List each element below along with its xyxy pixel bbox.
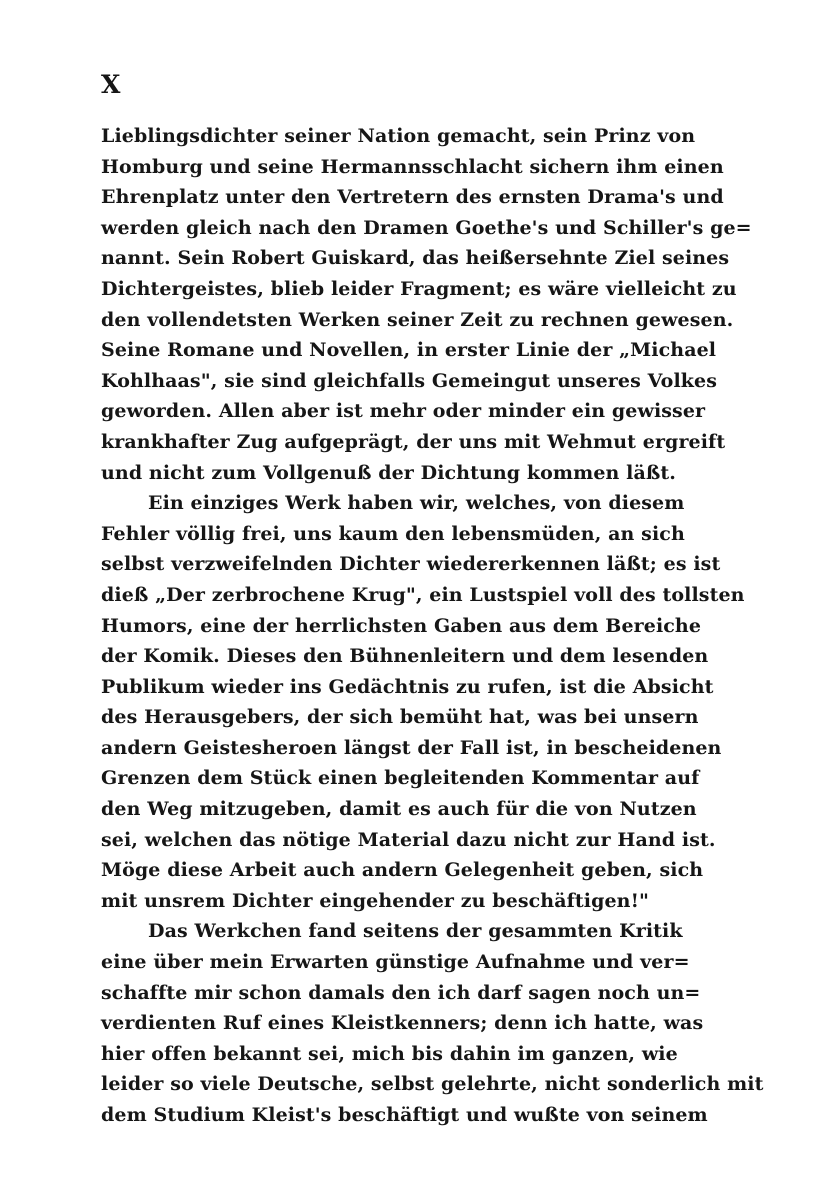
text-line: den vollendetsten Werken seiner Zeit zu rechnen gewesen. bbox=[101, 308, 734, 331]
text-line: mit unsrem Dichter eingehender zu beschäftigen!" bbox=[101, 889, 650, 912]
page-number: X bbox=[101, 70, 122, 99]
text-line: dieß „Der zerbrochene Krug", ein Lustspiel voll des tollsten bbox=[101, 583, 745, 606]
text-line: krankhafter Zug aufgeprägt, der uns mit Wehmut ergreift bbox=[101, 430, 726, 453]
text-line: des Herausgebers, der sich bemüht hat, was bei unsern bbox=[101, 706, 699, 729]
text-line: Lieblingsdichter seiner Nation gemacht, sein Prinz von bbox=[101, 125, 696, 147]
text-line: andern Geistesheroen längst der Fall ist, in bescheidenen bbox=[101, 736, 722, 759]
text-line: Kohlhaas", sie sind gleichfalls Gemeingut unseres Volkes bbox=[101, 369, 718, 392]
text-line: schaffte mir schon damals den ich darf sagen noch un= bbox=[101, 981, 701, 1004]
text-line: den Weg mitzugeben, damit es auch für die von Nutzen bbox=[101, 798, 697, 821]
text-line: Ehrenplatz unter den Vertretern des ernsten Drama's und bbox=[101, 186, 724, 209]
text-line: Ein einziges Werk haben wir, welches, von diesem bbox=[148, 492, 685, 515]
text-line: verdienten Ruf eines Kleistkenners; denn ich hatte, was bbox=[101, 1012, 704, 1035]
text-line: Publikum wieder ins Gedächtnis zu rufen, ist die Absicht bbox=[101, 675, 714, 698]
paragraph-3 bbox=[101, 916, 764, 1130]
text-line: sei, welchen das nötige Material dazu nicht zur Hand ist. bbox=[101, 828, 716, 851]
text-line: Seine Romane und Novellen, in erster Linie der „Michael bbox=[101, 339, 717, 362]
text-line: Dichtergeistes, blieb leider Fragment; es wäre vielleicht zu bbox=[101, 277, 737, 300]
text-line: eine über mein Erwarten günstige Aufnahme und ver= bbox=[101, 951, 690, 974]
text-line: selbst verzweifelnden Dichter wiedererkennen läßt; es ist bbox=[101, 553, 721, 576]
text-line: werden gleich nach den Dramen Goethe's und Schiller's ge= bbox=[101, 216, 752, 239]
paragraph-2 bbox=[101, 488, 745, 916]
paragraph-1 bbox=[101, 121, 752, 488]
text-line: dem Studium Kleist's beschäftigt und wußte von seinem bbox=[101, 1104, 708, 1126]
text-line: der Komik. Dieses den Bühnenleitern und dem lesenden bbox=[101, 645, 709, 668]
text-line: geworden. Allen aber ist mehr oder minder ein gewisser bbox=[101, 400, 706, 423]
text-line: Möge diese Arbeit auch andern Gelegenheit geben, sich bbox=[101, 859, 704, 882]
text-line: nannt. Sein Robert Guiskard, das heißersehnte Ziel seines bbox=[101, 247, 730, 270]
text-line: leider so viele Deutsche, selbst gelehrte, nicht sonderlich mit bbox=[101, 1073, 764, 1096]
text-line: Fehler völlig frei, uns kaum den lebensmüden, an sich bbox=[101, 522, 685, 545]
text-line: Homburg und seine Hermannsschlacht sichern ihm einen bbox=[101, 155, 724, 178]
body-text bbox=[101, 121, 764, 1131]
text-line: Humors, eine der herrlichsten Gaben aus dem Bereiche bbox=[101, 614, 702, 637]
text-line: und nicht zum Vollgenuß der Dichtung kommen läßt. bbox=[101, 461, 677, 484]
text-line: hier offen bekannt sei, mich bis dahin im ganzen, wie bbox=[101, 1042, 678, 1065]
text-line: Grenzen dem Stück einen begleitenden Kommentar auf bbox=[101, 767, 700, 790]
text-line: Das Werkchen fand seitens der gesammten Kritik bbox=[148, 920, 683, 943]
